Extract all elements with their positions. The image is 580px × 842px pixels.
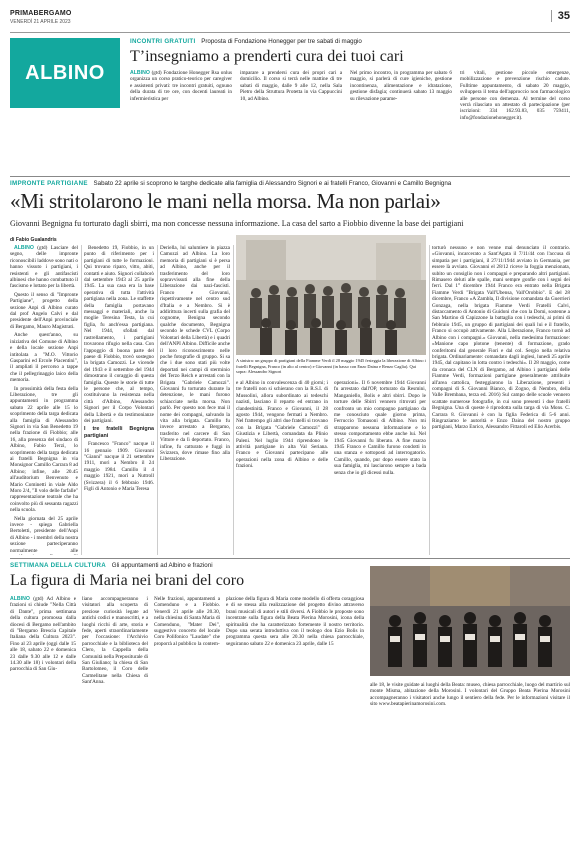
article2-subheading: I tre fratelli Begnigna partigiani <box>84 426 154 439</box>
column-rule <box>157 245 158 555</box>
section-tag: ALBINO <box>10 38 120 108</box>
column-rule <box>81 245 82 555</box>
article2-paragraph: Benedetto 19, Fiobbio, in un punto di riferimento per i partigiani di tutte le formazioni. Qui trovano riparo, vitto, abiti, contatti e aiuto. Signori collaborò dal settembre 1943 al 25 aprile 1945. La sua casa era la base operativa di tutta l'attività partigiana nella zona. Le staffette della famiglia portavano messaggi e materiali, anche la moglie Teresina Testa, la cui figlia, fu anch'essa partigiana. Nel 1944, sfollati dal rastrellamento, i partigiani trovarono rifugio nella casa. Con l'appoggio di buona parte del paese di Fiobbio, trovò sostegno la brigata Camozzi. Le vicende del 1943 e il settembre del 1944 dimostrano il coraggio di questa famiglia. Queste le storie di tutte le persone che, al tempo, costituivano la resistenza nella città d'Albino, Alessandro Signori per il Corpo Volontari della Libertà e da testimonianze dei partigiani. <box>84 245 154 424</box>
divider <box>10 176 570 177</box>
article3-title: La figura di Maria nei brani del coro <box>10 572 245 589</box>
article3-col1-text: (gtd) Ad Albino e frazioni si chiude "Nella Città di Dante", prima settimana della cultura promossa dalla diocesi di Bergamo nell'ambito di "Bergamo Brescia Capitale Italiana della Cultura 2023". Fino al 23 aprile (oggi dalle 15 alle 18, sabato 22 e domenica 23 dalle 9.30 alle 12 e dalle 14.30 alle 18) i volontari della parrocchia di San Giu- <box>10 596 76 673</box>
article1-kicker-tag: INCONTRI GRATUITI <box>130 38 196 45</box>
article2-col6: torturò nessuno e non venne mai denunciato il contrario. «Giovanni, incarcerato a Sant'Agata il 7/11/44 con l'accusa di simpatia per i partigiani, il 27/11/1944 avviato in Germania, per essere là avviato. Giovanni el 28/12 riceve la foggia menzionata, subito un consiglio non i compagni e preparando altri partigiani. Rimasero deluti alle spalle, mani sempre gonfie con i segni dei ferri. Dal 1° dicembre 1944 Franco era entrato nella Brigata Fiamme Verdi "Brigata Vall'Ubensa, Vall'Orobbio". E del 28 dicembre, Franco «A Zambla, Il divisione comandata da Guerrieri Gonzaga, nella brigata Fiamme Verdi Fratelli Calvi, distaccamento di Antonio di Guidoni che con la Domi, sostenne a San Martino di Capizzone la battaglia con i tedeschi, ai primi di febbraio 1945, un gruppo di partigiani dei quali lui e il fratello, Franco si occupò attivamente. Alla Liberazione, Franco tornò ad Albino con i compagni.» Giovanni, nella medesima formazione: «Manione capo plotone (tenente) di formazione, grado conferitomi dal generale Fiori e dal col. Sergio nella relativa brigata. Ordinariamente: comandato dagli inglesi, lunedì 25 aprile 1945, dal capitano in lotta contro i tedeschi». Il 28 maggio, come da cronaca del CLN di Bergamo, ad Albino i partigiani delle Fiamme Verdi, formazioni partigiane generalmente attribuite all'area cattolica, festeggiarono la Liberazione, presenti i compagni di S. Giovanni Bianco, di Zogno, di Nembro, della Valle Brembana, terza ed. 2016) Sul campo delle scuole vennero scattate numerose fotografie, in cui sono presenti i due fratelli Begnigna. Una di queste è riprodotta sulla targa di via Mons. C. Carrara 8. Giovanni è con la figlia Federica di 5-6 anni. Ringraziamo le autorità e Enzo Daina del nostro gruppo partigiani, Marzo Enrico, Alessandro Fittaroli ed Elio Acerbis. <box>432 245 570 431</box>
column-rule <box>233 245 234 555</box>
photo-caption: A sinistra: un gruppo di partigiani della Fiamme Verdi il 28 maggio 1945 festeggia la liberazione di Albino i fratelli Begnigna, Franco (in alto al centro) e Giovanni (in basso con Enzo Daina e Renzo Caglia). Qui sopra: Alessandro Signori <box>236 358 426 375</box>
article2-paragraph: In prossimità della festa della Liberazione, tre gli appuntamenti in programma sabato 22 aprile alle 15 lo scoprimento della targa dedicata alla famiglia di Alessandro Signori in via San Benedetto 19 nella frazione di Fiobbio; alle 16, alla presenza del sindaco di Albino, Fabio Terzi, lo scoprimento della targa dedicata ai fratelli Begnigna in via Monsignor Camillo Carrara 8 ad Albino; infine, alle 20.45 all'auditorium Benvenuto e Mario Cominetti in viale Aldo Moro 2/4, "Il volo delle farfalle" rappresentazione teatrale che ha coinvolto più di sessanta ragazzi nella scuola. <box>10 385 78 514</box>
page-header <box>10 10 570 33</box>
issue-date: VENERDÌ 21 APRILE 2023 <box>10 19 71 25</box>
article3-kicker <box>10 562 213 569</box>
article1-kicker-text: Proposta di Fondazione Honegger per tre sabati di maggio <box>201 38 362 45</box>
article3-col5: alle 18, le visite guidate ai luoghi della Beata: museo, chiesa parrocchiale, luogo del martirio sul monte Misma, abitazione della Morosini. I volontari del Gruppo Beata Pierina Morosini accompagneranno i visitatori anche lungo il sentiero della fede. Per le informazioni visitare il sito www.beatapierinamorosini.com. <box>370 682 570 708</box>
article2-paragraph: (gtd) Lasciare del segno, delle impronte riconoscibili laddove sono nati o hanno vissuto i partigiani, i resistenti e gli antifascisti albinesi che hanno combattuto il fascismo e lottato per la libertà. <box>10 245 78 290</box>
newspaper-brand: PRIMABERGAMO <box>10 10 72 17</box>
article2-col5: operazioni». Il 6 novembre 1944 Giovanni fu arrestato dall'OP, torturato da Resmini, Manganiello, Bolis e altri sbirri. Dopo le torture delle Sbirri vennero ritrovati per confronto un mio compagno partigiano da me conosciuto quale giorno prima, Ferruccio Tomasoni di Albino. Non mi strapparono nessuna informazione e lo stesso comportamento ebbe anche lui. Nel 1945 Giovanni fu liberato. A fine marzo 1945 Franco e Camillo furono condotti in una stanza e sottoposti ad interrogatorio. Camillo, quando, pur dopo essere stato la sua famiglia, mi lasciarono sempre a bada senza che io gli dicessi nulla. <box>334 380 426 476</box>
article1-col1-text: (gtd) Fondazione Honegger Rsa onlus organizza un corso pratico-teorico per caregiver e assistenti privati: tre incontri gratuiti, ognuno della durata di tre ore, con docenti laureati in infermieristica per <box>130 70 232 102</box>
article2-byline: di Fabio Gualandris <box>10 237 57 243</box>
article2-subtitle: Giovanni Begnigna fu torturato dagli sbirri, ma non concesse nessuna informazione. La casa del sarto a Fiobbio divenne la base dei partigiani <box>10 219 464 228</box>
article3-col4: plazione della figura di Maria come modello di offerta coraggiosa e di se stessa alla realizzazione del progetto divino attraverso brani musicali di autori e stili diversi. A Fiobbio le proposte sono incentrate sulla figura della Beata Pierina Morosini, icona della spiritualità che ha caratterizzato fortemente il nostro territorio. Dopo una serata introduttiva con il teologo don Ezio Bolis in programma questa sera alle 20.30 nella chiesa parrocchiale, seguiranno sabato 22 e domenica 23 aprile, dalle 15 <box>226 596 364 647</box>
article3-col1 <box>10 596 76 832</box>
article2-col2 <box>84 245 154 555</box>
article1-kicker <box>130 38 570 45</box>
photo-illustration <box>236 235 426 355</box>
article2-kicker <box>10 180 570 187</box>
article1-col4: tri vitali, gestione piccole emergenze, mobilizzazione e prevenzione rischio cadute. Fulltime appuntamento, di sabato 20 maggio, sviluppera il tema dell'approccio non farmacologico alle persone con demenza. Al termine del corso verrà rilasciato un attestato di partecipazione (per iscrizioni: 334 162.93.83, 035 759411, info@fondazionehonegger.it). <box>460 70 570 121</box>
article1-lead: ALBINO <box>130 70 150 76</box>
article2-col1 <box>10 245 78 555</box>
page-number: 35 <box>551 10 570 22</box>
article1-title: T’insegniamo a prenderti cura dei tuoi cari <box>130 48 404 65</box>
article1-col3: Nel primo incontro, in programma per sabato 6 maggio, si parlerà di cure igieniche, gestione incontinenza, alimentazione e idratazione, gestione disfagia; continuerà sabato 13 maggio su rilevazione parame- <box>350 70 452 102</box>
partisans-group-photo <box>236 235 426 355</box>
article2-col4: e al Albino in convalescenza di 40 giorni; i tre fratelli non si schierano con la R.S.I. di Mussolini, allora subordinato ai tedeschi nazisti, lasciano il reparto ed entrano in clandestinità. Franco e Giovanni, il 28 agosto 1944, vengono fermati a Nembro. Nel frattempo gli altri due fratelli si trovano con la Brigata "Gabriele Camozzi" di Giustizia e Libertà, comandata da Plinio Paleni. Nel luglio 1944 riprendono le attività partigiane in alta Val Seriana. Franco e Giovanni partecipano alle operazioni nella zona di Albino e delle frazioni. <box>236 380 328 470</box>
article2-lead: ALBINO <box>14 245 34 251</box>
article2-col3: Deriella, lui salumiere in piazza Camozzi ad Albino. La loro memoria di partigiani si è persa ad Albino, anche per il trasferimento del loro sopravvissuti alla fine della Liberazione dai nazi-fascisti. Franco e Giovanni, rispettivamente nel centro sud d'Italia e a Nembro. Si è addirittura incerti sulla grafia del cognome, Benigna secondo qualche documento, Begnigna secondo le schede CVL (Corpo Volontari della Libertà) e i quadri dell'ANPI Albino. Difficile anche il loro riconoscimento nelle poche fotografie di gruppo. Si sa che i due sono stati più volte deportati nei campi di sterminio del Terzo Reich e arrestati con la Brigata "Gabriele Camozzi". Giovanni fu torturato durante la detenzione, le mani furono schiacciate nella morsa. Non parlò. Per questo non fece mai il nome dei compagni, salvando la vita alla brigata. Camillo fu invece arrestato a Bergamo, trasferito nel carcere di San Vittore e da lì deportato. Franco, infine, fu catturato e fuggì in Svizzera, dove rimase fino alla Liberazione. <box>160 245 230 463</box>
article1-col2: imparare a prendersi cura dei propri cari a domicilio. Il corso si terrà nelle mattine di tre sabati di maggio, dalle 9 alle 12, nella Sala Pietro della Struttura Protetta in via Cappuccini 10, ad Albino. <box>240 70 342 102</box>
article2-paragraph: Francesco "Franco" nacque il 16 gennaio 1909. Giovanni "Gianni" nacque il 21 settembre 1911, morì a Nembro il 24 maggio 1984. Camillo il 4 maggio 1921, morì a Nuttroll (Svizzera) il 6 febbraio 1946. Figli di Antonio e Maria Teresa <box>84 441 154 493</box>
article2-paragraph: Questo il senso di "Impronte Partigiane", progetto della sezione Anpi di Albino curato dal prof Angelo Calvi e dal presidente dell'Anpi provinciale di Bergamo, Mauro Magistrati. <box>10 291 78 330</box>
article1-col1 <box>130 70 232 170</box>
article2-kicker-text: Sabato 22 aprile si scoprono le targhe dedicate alla famiglia di Alessandro Signori e ai fratelli Franco, Giovanni e Camillo Begnigna <box>93 180 452 187</box>
article3-col3: Nelle frazioni, appuntamenti a Comenduno e a Fiobbio. Venerdì 21 aprile alle 20.30, nella chiesina di Santa Maria di Comenduno, "Mater Dei", suggestivo concerto del locale Coro Polifonico "Laudate" che proporrà al pubblico la contem- <box>154 596 220 647</box>
article2-paragraph: Anche quest'anno, su iniziativa del Comune di Albino e della locale sezione Anpi intitolata a "M.O. Vittorio Gasparini ed Ercole Piacentini", il ampliati il percorso a tappe che il pellegrinaggio laico della memoria. <box>10 332 78 384</box>
article2-title: «Mi stritolarono le mani nella morsa. Ma non parlai» <box>10 189 441 213</box>
article3-col2: liano accompagneranno i visitatori alla scoperta di preziose curiosità legate ad antichi codici e manoscritti, e a luoghi ricchi di arte, storia e fede, aperti straordinariamente per l'occasione: l'Archivio parrocchiale e la biblioteca del Clero, la Cappella della Comunità nella Prepositurale di San Giuliano; la chiesa di San Bartolomeo, il Coro delle Carmelitane nella Chiesa di Sant'Anna. <box>82 596 148 686</box>
choir-photo <box>370 566 570 676</box>
article2-kicker-tag: IMPRONTE PARTIGIANE <box>10 180 88 187</box>
article2-paragraph: Nella giornata del 25 aprile invece - spiega Gabriella Bertoletti, presidente dell'Anpi di Albino - i membri della nostra sezione parteciperanno normalmente alle <box>10 515 78 554</box>
article3-lead: ALBINO <box>10 596 30 602</box>
divider <box>10 558 570 559</box>
article3-kicker-text: Gli appuntamenti ad Albino e frazioni <box>111 562 213 569</box>
article3-kicker-tag: SETTIMANA DELLA CULTURA <box>10 562 107 569</box>
column-rule <box>429 245 430 555</box>
choir-illustration <box>370 566 570 676</box>
